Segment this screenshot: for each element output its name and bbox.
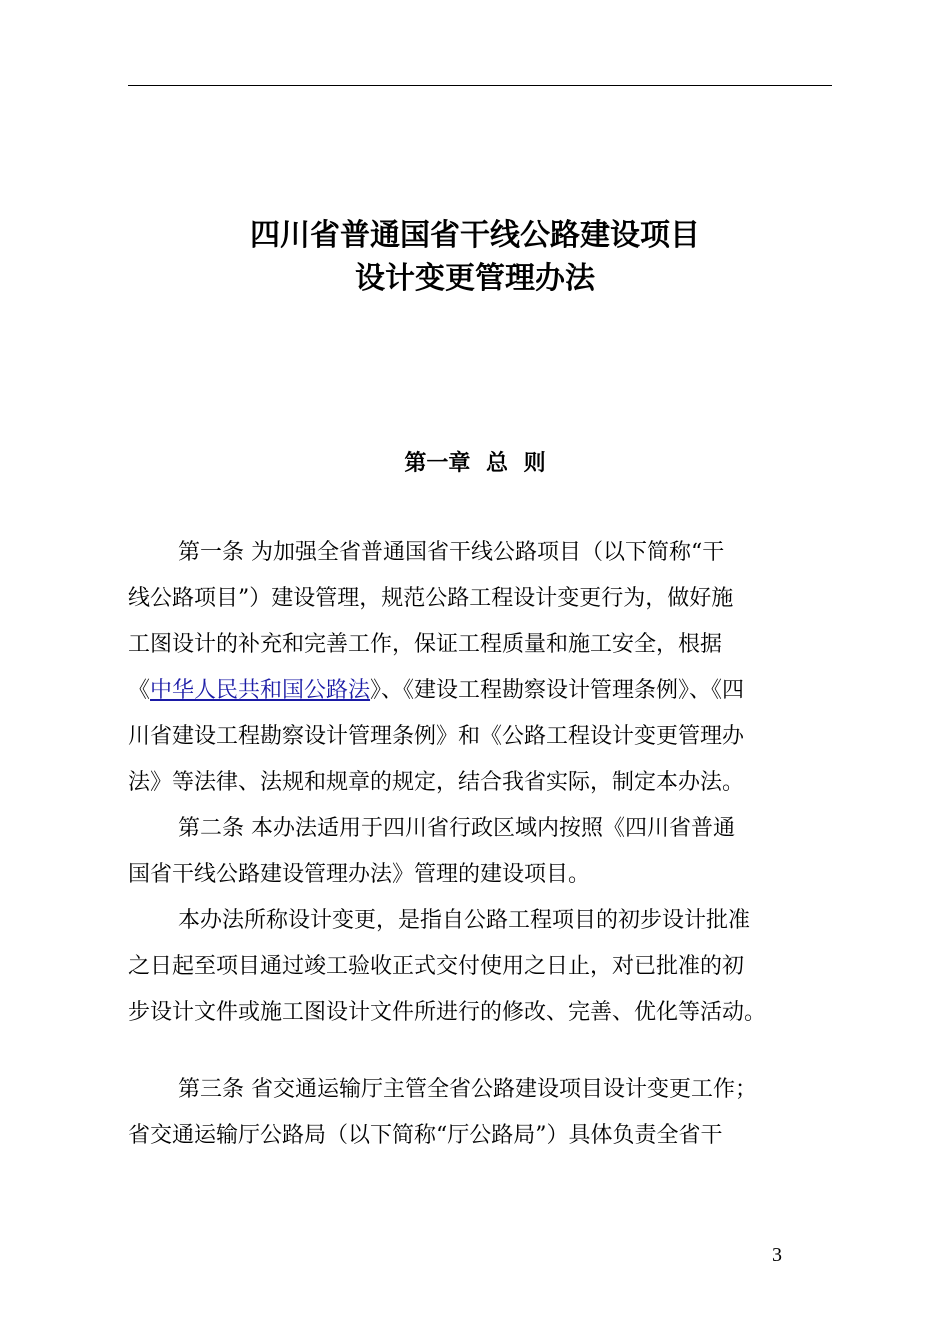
article-2-para-2-line-2: 之日起至项目通过竣工验收正式交付使用之日止，对已批准的初 <box>128 954 745 979</box>
article-3-line-2: 省交通运输厅公路局（以下简称“厅公路局”）具体负责全省干 <box>128 1123 723 1148</box>
article-2-para-2-line-1: 本办法所称设计变更，是指自公路工程项目的初步设计批准 <box>178 908 751 933</box>
highway-law-link[interactable]: 中华人民共和国公路法 <box>150 678 371 703</box>
article-2-para-2-line-3: 步设计文件或施工图设计文件所进行的修改、完善、优化等活动。 <box>128 1000 767 1025</box>
document-title-line-1: 四川省普通国省干线公路建设项目 <box>250 218 700 253</box>
article-1-line-4 <box>128 676 744 706</box>
header-rule <box>128 85 832 86</box>
article-1-line-3: 工图设计的补充和完善工作，保证工程质量和施工安全，根据 <box>128 632 723 657</box>
article-1-line-6: 法》等法律、法规和规章的规定，结合我省实际，制定本办法。 <box>128 770 745 795</box>
article-1-line-2: 线公路项目”）建设管理，规范公路工程设计变更行为，做好施 <box>128 586 734 611</box>
page-number: 3 <box>772 1244 782 1266</box>
quote-open: 《 <box>128 678 151 703</box>
article-1-line-4-rest: 》、《建设工程勘察设计管理条例》、《四 <box>370 678 745 703</box>
chapter-heading: 第一章 总 则 <box>404 451 546 476</box>
article-3-line-1: 第三条 省交通运输厅主管全省公路建设项目设计变更工作； <box>178 1077 757 1102</box>
article-1-line-5: 川省建设工程勘察设计管理条例》和《公路工程设计变更管理办 <box>128 724 745 749</box>
document-title-line-2: 设计变更管理办法 <box>355 261 595 296</box>
article-1-line-1: 第一条 为加强全省普通国省干线公路项目（以下简称“干 <box>178 540 725 565</box>
article-2-line-2: 国省干线公路建设管理办法》管理的建设项目。 <box>128 862 591 887</box>
article-2-line-1: 第二条 本办法适用于四川省行政区域内按照《四川省普通 <box>178 816 735 841</box>
